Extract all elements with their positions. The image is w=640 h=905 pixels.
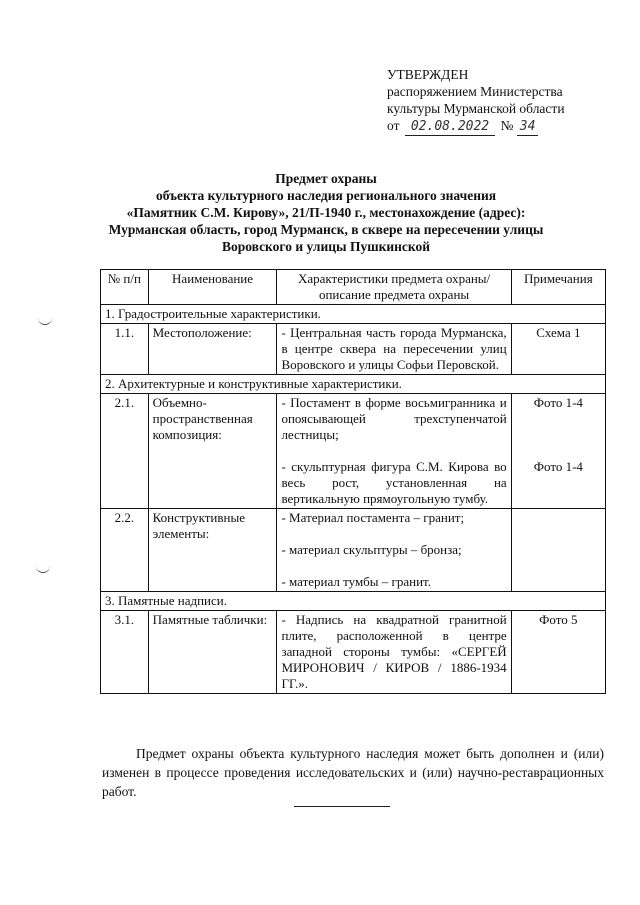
title-line: Мурманская область, город Мурманск, в сквере на пересечении улицы [108,222,544,237]
protection-table [100,269,606,694]
section-row [101,375,606,394]
table-row [101,611,606,694]
note-item: Фото 1-4 [533,395,583,410]
number-label: № [500,118,514,133]
row-desc [277,509,511,592]
closing-rule [294,806,390,807]
handwritten-date: 02.08.2022 [405,118,495,136]
title-line: Предмет охраны [275,171,377,186]
header-notes: Примечания [511,270,605,305]
row-name: Местоположение: [148,324,277,375]
table-row [101,394,606,509]
desc-item: - материал тумбы – гранит. [281,574,432,589]
row-notes [511,394,605,509]
row-desc: - Центральная часть города Мурманска, в центре сквера на пересечении улиц Воровского и улицы Софьи Перовской. [277,324,511,375]
note-item: Фото 1-4 [533,459,583,474]
header-num: № п/п [101,270,149,305]
table-header-row [101,270,606,305]
row-name: Объемно-пространственная композиция: [148,394,277,509]
desc-item: - скульптурная фигура С.М. Кирова во весь рост, установленная на вертикальную прямоугольную тумбу. [281,459,507,506]
row-notes [511,509,605,592]
title-line: Воровского и улицы Пушкинской [221,239,431,254]
table-row [101,509,606,592]
desc-item: - Постамент в форме восьмигранника и опоясывающей трехступенчатой лестницы; [281,395,507,442]
approval-line: культуры Мурманской области [387,101,565,116]
margin-mark [36,566,50,573]
margin-mark [38,318,52,325]
row-notes: Фото 5 [511,611,605,694]
row-num: 1.1. [101,324,149,375]
section-title: 2. Архитектурные и конструктивные характеристики. [101,375,606,394]
title-line: объекта культурного наследия регионального значения [155,188,497,203]
section-title: 1. Градостроительные характеристики. [101,305,606,324]
header-desc: Характеристики предмета охраны/ описание предмета охраны [277,270,511,305]
row-desc [277,394,511,509]
row-name: Памятные таблички: [148,611,277,694]
row-num: 3.1. [101,611,149,694]
desc-item: - Материал постамента – гранит; [281,510,465,525]
footer-paragraph: Предмет охраны объекта культурного наследия может быть дополнен и (или) изменен в процессе проведения исследовательских и (или) научно-реставрационных работ. [102,746,604,799]
row-num: 2.2. [101,509,149,592]
approval-block [387,66,565,136]
section-row [101,592,606,611]
section-title: 3. Памятные надписи. [101,592,606,611]
row-name: Конструктивные элементы: [148,509,277,592]
title-line: «Памятник С.М. Кирову», 21/П-1940 г., местонахождение (адрес): [126,205,526,220]
header-name: Наименование [148,270,277,305]
approval-line: распоряжением Министерства [387,84,563,99]
table-row [101,324,606,375]
from-label: от [387,118,400,133]
approval-heading: УТВЕРЖДЕН [387,67,469,82]
section-row [101,305,606,324]
desc-item: - материал скульптуры – бронза; [281,542,462,557]
row-desc: - Надпись на квадратной гранитной плите, расположенной в центре западной стороны тумбы: «СЕРГЕЙ МИРОНОВИЧ / КИРОВ / 1886-1934 ГГ.». [277,611,511,694]
row-num: 2.1. [101,394,149,509]
approval-date-line [387,117,565,136]
document-title [96,170,556,255]
row-notes: Схема 1 [511,324,605,375]
handwritten-number: 34 [517,118,539,136]
